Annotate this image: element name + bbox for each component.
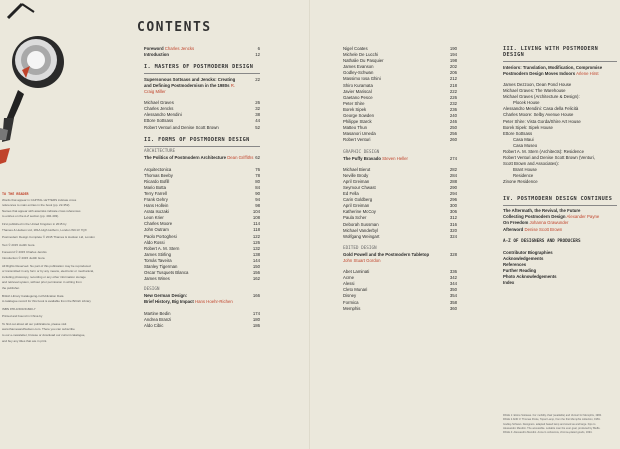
feature-author: John Stuart Gordon — [343, 258, 381, 263]
toc-entry[interactable] — [343, 137, 457, 143]
entry-title: Paula Scher — [343, 215, 367, 221]
feature-author: R. Craig Miller — [144, 82, 235, 95]
page-number: 288 — [449, 178, 457, 184]
page-number: 12 — [255, 52, 260, 58]
entry-author: Alexander Payne — [565, 214, 600, 220]
toc-entry[interactable] — [503, 280, 617, 286]
entry-title: Robert Venturi and Denise Scott Brown — [144, 124, 219, 130]
page-number: 26 — [255, 100, 260, 106]
page-number: 250 — [449, 125, 457, 131]
section3-entries — [503, 82, 617, 186]
toc-column-3 — [503, 46, 617, 286]
entry-title: References — [503, 261, 527, 267]
page-number: 32 — [255, 106, 260, 112]
entry-title: Arata Isozaki — [144, 209, 169, 215]
page-number: 166 — [252, 293, 260, 299]
page-number: 174 — [252, 310, 260, 316]
toc-column-2 — [343, 46, 457, 312]
entry-title: Abet Laminati — [343, 269, 370, 275]
feature-title: The Puffy Bravado — [343, 155, 381, 161]
graphic-entries — [343, 167, 457, 240]
imprint-line: All Rights Reserved. No part of this publication may be reproduced — [2, 263, 91, 268]
page-number: 198 — [449, 58, 457, 64]
toc-entry-feature[interactable] — [144, 77, 260, 95]
page-number: 22 — [255, 76, 260, 82]
entry-title: George Sowden — [343, 113, 375, 119]
imprint-line: First published in the United Kingdom in 2015 by — [2, 221, 67, 226]
section-rule — [503, 205, 617, 206]
page-number: 156 — [252, 270, 260, 276]
design-entries — [144, 311, 260, 329]
entry-author: Arlene Hirst — [575, 70, 599, 76]
imprint-line: Printed and bound in China by — [2, 314, 43, 319]
page-number: 232 — [449, 100, 457, 106]
page-number: 360 — [449, 305, 457, 311]
toc-entry[interactable] — [144, 323, 260, 329]
feature-title: Gold Powell and the Postmodern Tabletop — [343, 251, 430, 257]
imprint-line: references to main entries in the book (pp. 22-352). — [2, 203, 71, 208]
entry-title: Michele De Lucchi — [343, 52, 379, 58]
entry-title: Philippe Starck — [343, 119, 372, 125]
section3-features — [503, 65, 617, 77]
entry-author: Charles Jencks — [163, 46, 195, 51]
toc-entry[interactable] — [343, 234, 457, 240]
entry-title: Michael Graves: The Warehouse — [503, 88, 566, 94]
architecture-entries — [144, 167, 260, 283]
page-number: 284 — [449, 172, 457, 178]
page-number: 282 — [449, 166, 457, 172]
section-rule — [144, 146, 260, 147]
page-number: 274 — [449, 155, 457, 161]
page-number: 206 — [449, 70, 457, 76]
section1-entries — [144, 100, 260, 130]
page-number: 256 — [449, 131, 457, 137]
entry-title: Godley-Schwan — [343, 70, 374, 76]
entry-title: Plocek House — [513, 100, 540, 106]
entry-title: Tomás Taveira — [144, 257, 172, 263]
page-number: 194 — [449, 52, 457, 58]
entry-title: Scott Brown and Associates): — [503, 161, 559, 167]
entry-title: Robert A. M. Stern — [144, 245, 180, 251]
imprint-line: Names that appear with asterisks indicate cross references — [2, 208, 81, 213]
page-number: 108 — [252, 215, 260, 221]
page-number: 118 — [253, 227, 260, 233]
entry-title: Ettore Sottsass — [503, 130, 533, 136]
entry-title: Andrea Branzi — [144, 316, 172, 322]
entry-title: Ettore Sottsass — [144, 118, 174, 124]
entry-title: Alessandro Mendini — [144, 112, 182, 118]
entry-author: Denise Scott Brown — [523, 226, 563, 232]
toc-column-1 — [144, 46, 260, 329]
subsection-label: ARCHITECTURE — [144, 149, 176, 155]
page-number: 350 — [449, 287, 457, 293]
back-matter-entries — [503, 250, 617, 287]
entry-title: Michael Graves — [144, 100, 174, 106]
entry-title: Casa Museo — [513, 142, 538, 148]
imprint-line: Words that appear in CAPITAL LETTERS indicate cross — [2, 197, 77, 202]
entry-title: Michael Bierut — [343, 166, 371, 172]
to-reader-heading: TO THE READER — [2, 192, 29, 196]
entry-title: Peter Shire: Vista Gorda/Shire Art House — [503, 118, 581, 124]
entry-title: Introduction — [144, 52, 170, 58]
imprint-line: Text © 2015 Judith Gura — [2, 242, 35, 247]
imprint-line: including photocopy, recording or any other information storage — [2, 274, 86, 279]
entry-title: Charles Moore — [144, 221, 173, 227]
entry-title: Borek Sipek — [343, 106, 367, 112]
entry-title: Deborah Sussman — [343, 221, 379, 227]
page-gutter — [309, 0, 311, 449]
entry-title: Oscar Tusquets Blanca — [144, 270, 189, 276]
page-number: 260 — [449, 137, 457, 143]
page-number: 344 — [449, 281, 457, 287]
toc-entry[interactable] — [503, 227, 617, 233]
toc-entry[interactable] — [144, 276, 260, 282]
section4-features — [503, 208, 617, 232]
page-number: 80 — [255, 178, 260, 184]
entry-title: Martine Bedin — [144, 310, 171, 316]
subsection-label: GRAPHIC DESIGN — [343, 149, 380, 155]
page-number: 300 — [449, 203, 457, 209]
entry-title: Aldo Cibic — [144, 322, 164, 328]
entry-title: Peter Shire — [343, 100, 365, 106]
entry-title: Arquitectonica — [144, 166, 172, 172]
entry-title: Michael Graves (Architecture & Design): — [503, 94, 580, 100]
entry-title: Charles Jencks — [144, 106, 174, 112]
entry-title: Interiors: Translation, Modification, Compromise — [503, 64, 603, 70]
imprint-line: Thames & Hudson Ltd, 181A High Holborn, London WC1V 7QX — [2, 227, 87, 232]
lamp-illustration — [0, 0, 70, 180]
entry-title: Carin Goldberg — [343, 197, 373, 203]
page-number: 104 — [252, 209, 260, 215]
page-number: 78 — [255, 172, 260, 178]
caption-line: PAGE 2 AND 3: Thomas Poole, Topaz Lamp, from the first Memphis collection, 1981. — [503, 418, 601, 422]
page-number: 222 — [449, 88, 457, 94]
entry-title: Neville Brody — [343, 172, 369, 178]
entry-title: James Evanson — [343, 64, 374, 70]
imprint-line: to entries on the A-Z section (pp. 402-403). — [2, 214, 60, 219]
entry-title: On Freedom Johanna Grawunder — [503, 220, 569, 226]
intro-entries — [144, 46, 260, 58]
entry-title: Borek Sipek: Sipek House — [503, 124, 553, 130]
page-number: 358 — [449, 299, 457, 305]
caption-lines — [503, 414, 617, 435]
page-number: 122 — [252, 233, 260, 239]
imprint-line: Introduction © 2015 Judith Gura — [2, 255, 45, 260]
page-number: 150 — [252, 264, 260, 269]
caption-line: PAGE 1: Ettore Sottsass. For mobility chair (available) and Venturi for Memphis, 1984. — [503, 414, 602, 417]
page-number: 94 — [255, 196, 260, 202]
caption-notes — [503, 414, 617, 435]
page-number: 126 — [252, 239, 260, 245]
imprint-line: to our e-newsletter, browse or download our current catalogue, — [2, 333, 86, 338]
page-number: 290 — [449, 184, 457, 190]
entry-title: Memphis — [343, 305, 361, 311]
entry-title: Ed Fella — [343, 191, 359, 197]
entry-title: Ricardo Bofill — [144, 178, 170, 184]
page-number: 218 — [449, 82, 457, 88]
designer-entries — [343, 46, 457, 144]
entry-title: Terry Farrell — [144, 190, 167, 196]
feature-title: The Politics of Postmodern Architecture — [144, 155, 226, 161]
imprint-line: British Library Cataloguing-in-Publication Data — [2, 293, 64, 298]
entry-title: Robert Venturi and Denise Scott Brown (Venturi, — [503, 155, 595, 161]
imprint-line: and buy any titles that are in print. — [2, 338, 48, 343]
page-number: 312 — [449, 215, 457, 221]
imprint-notes — [2, 192, 95, 344]
entry-title: Massimo Iosa Ghini — [343, 76, 381, 82]
entry-title: Gaetano Pesce — [343, 94, 373, 100]
entry-title: James Wines — [144, 276, 170, 282]
page-number: 62 — [255, 155, 260, 161]
page-number: 320 — [449, 227, 457, 233]
toc-entry[interactable] — [503, 179, 617, 185]
imprint-line: To find out about all our publications, please visit — [2, 321, 67, 326]
page-number: 90 — [255, 190, 260, 196]
entry-title: Matteo Thun — [343, 125, 368, 131]
feature-author: Hans Hoehr-Richen — [195, 299, 233, 305]
section-rule — [144, 73, 260, 74]
entry-title: Shiro Kuramata — [343, 82, 373, 88]
entry-title: Acknowledgements — [503, 255, 544, 261]
page-number: 226 — [449, 94, 457, 100]
page-number: 240 — [449, 113, 457, 119]
entry-title: Wolfgang Weingart — [343, 233, 380, 239]
page-number: 162 — [252, 276, 260, 282]
page-number: 336 — [449, 269, 457, 275]
entry-title: James Stirling — [144, 251, 171, 257]
toc-entry[interactable] — [144, 125, 260, 131]
entry-title: Michael Vanderbyl — [343, 227, 379, 233]
toc-entry-feature[interactable] — [144, 155, 260, 161]
imprint-lines — [2, 197, 95, 345]
page-number: 212 — [449, 76, 457, 82]
entry-title: Seymour Chwast — [343, 184, 376, 190]
section-heading-1: I. MASTERS OF POSTMODERN DESIGN — [144, 64, 254, 71]
page-number: 202 — [449, 64, 457, 70]
page-number: 52 — [255, 124, 260, 130]
toc-entry[interactable] — [144, 52, 260, 58]
entry-title: Foreword Charles Jencks — [144, 46, 195, 51]
entry-title: Charles Moore: Selby Avenue House — [503, 112, 574, 118]
caption-line: Godley-Schwan. Designers. adapted based lamp and wood as and large. hips to — [503, 422, 596, 426]
entry-title: Robert Venturi — [343, 137, 371, 143]
entry-title: Mario Botta — [144, 184, 166, 190]
entry-title: April Greiman — [343, 203, 370, 209]
entry-title: Javier Mariscal — [343, 88, 372, 94]
entry-title: Masanori Umeda — [343, 131, 376, 137]
page-number: 6 — [257, 46, 260, 51]
section-rule — [503, 61, 617, 62]
page-number: 306 — [449, 209, 457, 215]
page-number: 354 — [449, 293, 457, 299]
imprint-line: and retrieval system, without prior permission in writing from — [2, 280, 82, 285]
page-number: 236 — [449, 106, 457, 112]
page-number: 144 — [252, 257, 260, 263]
entry-title: Katherine McCoy — [343, 209, 376, 215]
edited-entries — [343, 269, 457, 312]
entry-title: Stanley Tigerman — [144, 264, 178, 269]
imprint-line: ISBN 978-0-500-51820-7 — [2, 306, 36, 311]
page-number: 246 — [449, 119, 457, 125]
entry-title: Frank Gehry — [144, 196, 168, 202]
entry-title: Zinone Residence — [503, 179, 538, 185]
feature-title: New German Design: — [144, 293, 188, 299]
entry-title: Cleto Munari — [343, 287, 368, 293]
entry-title: Formica — [343, 299, 359, 305]
entry-title: James Dezzoon, Dean Pond House — [503, 81, 572, 87]
subsection-label: DESIGN — [144, 287, 160, 293]
entry-title: Nigel Coates — [343, 46, 368, 51]
entry-title: Alessi — [343, 281, 355, 287]
entry-title: Collecting Postmodern Design Alexander Payne — [503, 214, 600, 220]
page-number: 294 — [449, 191, 457, 197]
section-heading-4: IV. POSTMODERN DESIGN CONTINUES — [503, 195, 613, 202]
entry-title: Contributor Biographies — [503, 249, 553, 255]
page-number: 328 — [449, 251, 457, 257]
page-title: CONTENTS — [137, 20, 212, 35]
imprint-line: Foreword © 2015 Charles Jencks — [2, 250, 47, 255]
imprint-line: www.thamesandhudson.com. There you can subscribe — [2, 327, 75, 332]
entry-title: Hans Hollein — [144, 203, 169, 209]
entry-title: Postmodern Design Moves Indoors Arlene Hirst — [503, 70, 599, 76]
page-number: 190 — [449, 46, 457, 51]
feature-author: Steven Heller — [382, 155, 408, 161]
page-number: 324 — [449, 233, 457, 239]
section-heading-2: II. FORMS OF POSTMODERN DESIGN — [144, 136, 250, 143]
entry-title: Further Reading — [503, 268, 537, 273]
entry-title: Index — [503, 280, 515, 286]
page-number: 180 — [252, 316, 260, 322]
entry-title: Afterword Denise Scott Brown — [503, 226, 563, 232]
feature-title: Brief History, Big Impact — [144, 299, 194, 305]
caption-line: PAGE 4: Alessandro Mendini. Anna G corkscrew, chrome-plated goods, 1994. — [503, 431, 593, 435]
entry-title: Photo Acknowledgements — [503, 274, 557, 280]
entry-title: April Greiman — [343, 178, 370, 184]
entry-title: Thomas Beeby — [144, 172, 173, 178]
caption-line: Alessandro Mendini. The accessible. Lettable man the ever goal, produced by Bieffe. — [503, 426, 601, 430]
page-number: 98 — [255, 203, 260, 209]
entry-title: Paolo Portoghesi — [144, 233, 177, 239]
entry-title: Nathalie Du Pasquier — [343, 58, 384, 64]
entry-title: Disney — [343, 293, 357, 299]
entry-title: Leon Krier — [144, 215, 164, 221]
feature-title: Supersonous Sottsass and Jencks: Creating and Defining Postmodernism in the 1980s — [144, 76, 236, 88]
entry-title: Acme — [343, 275, 354, 281]
imprint-line: or transmitted in any form or by any means, electronic or mechanical, — [2, 269, 94, 274]
entry-title: Alessandro Mendini: Casa della Felicità — [503, 106, 579, 112]
entry-title: The Aftermath, the Revival, the Future — [503, 208, 581, 214]
az-heading: A-Z OF DESIGNERS AND PRODUCERS — [503, 238, 581, 244]
imprint-line: Postmodern Design Complete © 2015 Thames & Hudson Ltd, London — [2, 235, 95, 240]
imprint-line: the publisher. — [2, 285, 20, 290]
entry-title: Brant House — [513, 167, 537, 173]
page-number: 296 — [449, 197, 457, 203]
entry-title: John Outram — [144, 227, 169, 233]
page-number: 114 — [253, 221, 260, 227]
section-heading-3: III. LIVING WITH POSTMODERN DESIGN — [503, 46, 599, 59]
entry-title: Robert A. M. Stern (Architects): Residence — [503, 149, 584, 154]
toc-entry[interactable] — [343, 306, 457, 312]
entry-author: Johanna Grawunder — [528, 220, 569, 226]
page-number: 76 — [255, 166, 260, 172]
page-number: 342 — [449, 275, 457, 281]
imprint-line: A catalogue record for this book is available from the British Library — [2, 299, 91, 304]
page-number: 38 — [255, 112, 260, 118]
entry-title: Aldo Rossi — [144, 239, 165, 245]
page-number: 132 — [252, 245, 260, 251]
page-number: 44 — [255, 118, 260, 124]
page-number: 138 — [252, 251, 260, 257]
page-number: 84 — [255, 184, 260, 190]
page-number: 186 — [252, 322, 260, 328]
page-number: 316 — [449, 221, 457, 227]
entry-title: Casa Maui — [513, 136, 534, 142]
entry-title: Residence — [513, 173, 534, 179]
subsection-label: EDITED DESIGN — [343, 245, 377, 251]
feature-author: Dean Griffiths — [227, 155, 254, 161]
